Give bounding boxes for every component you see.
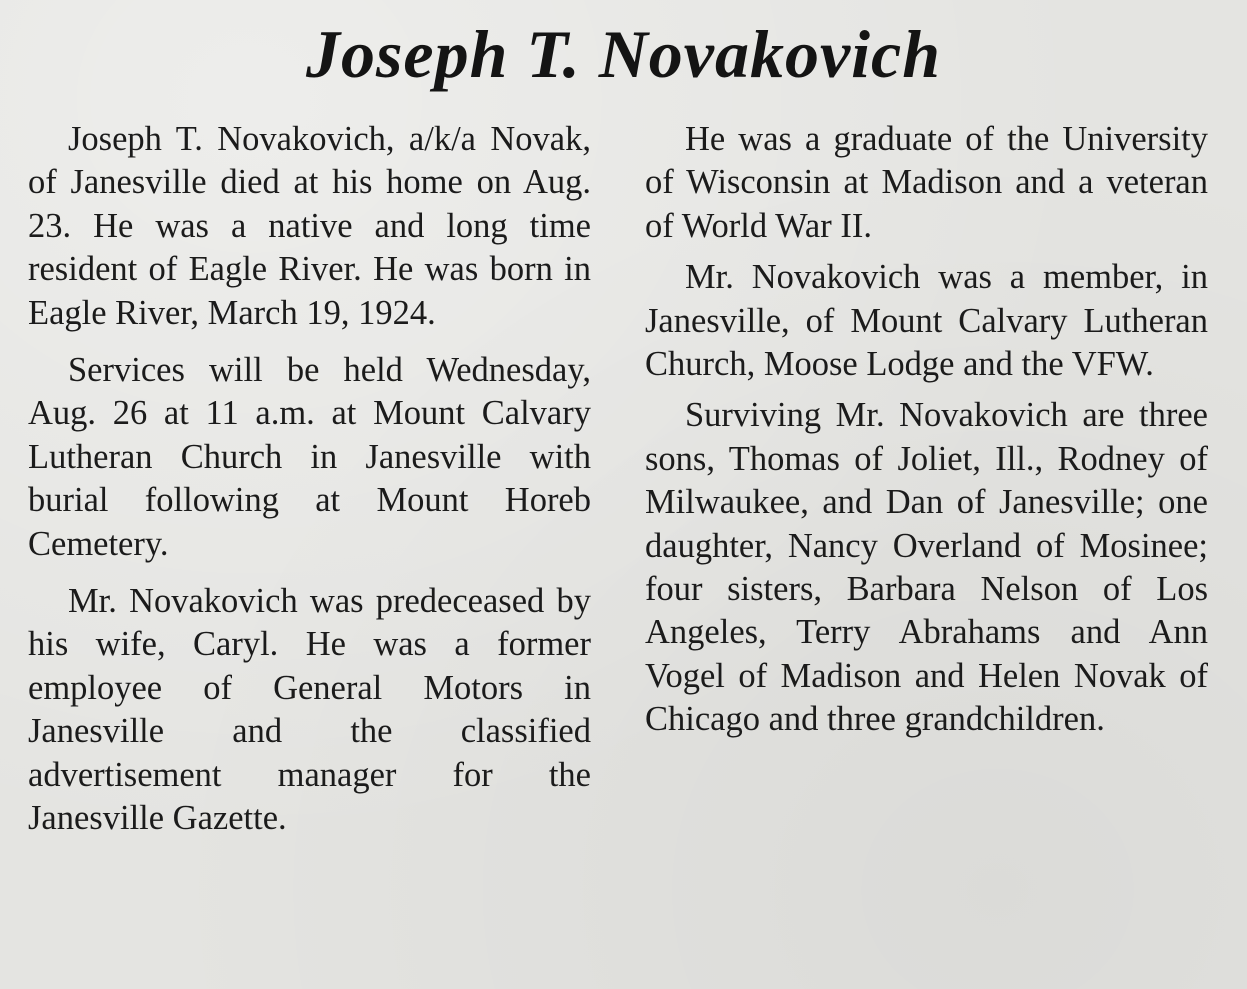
obituary-headline: Joseph T. Novakovich — [305, 16, 942, 92]
paragraph-death-notice: Joseph T. Novakovich, a/k/a Novak, of Janesville died at his home on Aug. 23. He was a native and long time resident of Eagle River. He was born in Eagle River, March 19, 1924. — [28, 120, 591, 332]
paragraph-memberships: Mr. Novakovich was a member, in Janesville, of Mount Calvary Lutheran Church, Moose Lodge and the VFW. — [645, 258, 1208, 384]
right-column — [645, 118, 1208, 750]
paragraph-survivors: Surviving Mr. Novakovich are three sons, Thomas of Joliet, Ill., Rodney of Milwaukee, and Dan of Janesville; one daughter, Nancy Overland of Mosinee; four sisters, Barbara Nelson of Los Angeles, Terry Abrahams and Ann Vogel of Madison and Helen Novak of Chicago and three grandchildren. — [645, 396, 1208, 739]
paragraph-education: He was a graduate of the University of Wisconsin at Madison and a veteran of World War II. — [645, 120, 1208, 245]
paragraph-employment: Mr. Novakovich was predeceased by his wife, Caryl. He was a former employee of General Motors in Janesville and the classified advertisement manager for the Janesville Gazette. — [28, 582, 591, 838]
paragraph-services: Services will be held Wednesday, Aug. 26 at 11 a.m. at Mount Calvary Lutheran Church in Janesville with burial following at Mount Horeb Cemetery. — [28, 351, 591, 563]
left-column — [28, 118, 591, 855]
